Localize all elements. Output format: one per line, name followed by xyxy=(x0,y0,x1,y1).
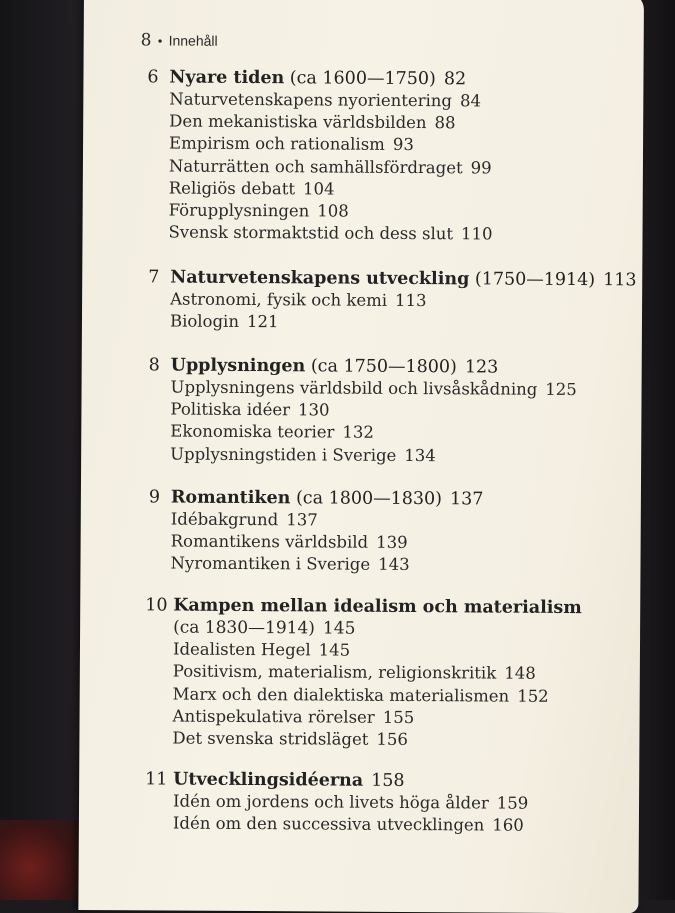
section-page: 152 xyxy=(517,686,549,706)
section-entry[interactable] xyxy=(144,705,581,730)
chapter-heading[interactable] xyxy=(148,266,636,291)
section-title: Idébakgrund xyxy=(170,509,279,530)
section-title: Den mekanistiska världsbilden xyxy=(169,111,427,133)
header-separator: • xyxy=(156,34,164,49)
chapter-8 xyxy=(148,354,577,467)
section-entry[interactable] xyxy=(149,508,484,532)
chapter-page: 82 xyxy=(443,69,467,90)
section-title: Religiös debatt xyxy=(168,178,296,199)
chapter-11 xyxy=(145,768,529,837)
section-page: 99 xyxy=(470,157,492,178)
section-entry[interactable] xyxy=(145,790,528,815)
section-page: 84 xyxy=(459,91,482,111)
section-title: Förupplysningen xyxy=(168,200,310,221)
section-entry[interactable] xyxy=(144,727,581,752)
section-entry[interactable] xyxy=(147,155,493,179)
section-page: 88 xyxy=(434,113,456,133)
chapter-title: Naturvetenskapens utveckling xyxy=(170,267,470,290)
chapter-10 xyxy=(144,594,582,752)
section-title: Idén om den successiva utvecklingen xyxy=(172,813,485,835)
section-title: Ekonomiska teorier xyxy=(170,421,335,442)
section-entry[interactable] xyxy=(148,288,636,313)
section-entry[interactable] xyxy=(147,133,493,157)
chapter-period: (ca 1750—1800) xyxy=(310,356,457,378)
section-page: 143 xyxy=(378,555,410,575)
chapter-6 xyxy=(146,66,493,245)
chapter-9 xyxy=(148,486,483,577)
section-page: 134 xyxy=(404,445,436,465)
section-title: Nyromantiken i Sverige xyxy=(170,553,371,575)
section-page: 148 xyxy=(504,663,536,684)
chapter-page: 123 xyxy=(464,357,499,378)
section-title: Det svenska stridsläget xyxy=(172,728,369,749)
section-page: 121 xyxy=(246,312,279,332)
section-title: Naturrätten och samhällsfördraget xyxy=(168,156,463,177)
section-page: 137 xyxy=(286,510,318,530)
section-title: Idén om jordens och livets höga ålder xyxy=(172,791,489,813)
section-page: 139 xyxy=(376,532,408,553)
chapter-period: (ca 1830—1914) xyxy=(173,617,316,639)
section-page: 108 xyxy=(317,201,349,221)
chapter-number: 11 xyxy=(145,769,168,790)
chapter-period: (ca 1600—1750) xyxy=(289,68,436,90)
chapter-page: 158 xyxy=(371,770,405,791)
section-entry[interactable] xyxy=(148,421,576,446)
header-title: Innehåll xyxy=(168,32,218,49)
chapter-page: 113 xyxy=(603,270,637,291)
page-number: 8 xyxy=(140,30,152,51)
section-entry[interactable] xyxy=(145,813,528,838)
chapter-number: 6 xyxy=(147,67,159,88)
section-page: 160 xyxy=(492,815,524,835)
chapter-title: Upplysningen xyxy=(170,355,306,377)
section-entry[interactable] xyxy=(147,199,493,223)
section-entry[interactable] xyxy=(146,222,492,246)
section-entry[interactable] xyxy=(148,553,483,577)
chapter-page: 137 xyxy=(449,489,484,510)
section-page: 156 xyxy=(376,729,408,749)
section-entry[interactable] xyxy=(149,376,577,401)
section-entry[interactable] xyxy=(147,177,493,201)
chapter-title: Utvecklingsidéerna xyxy=(173,769,364,791)
chapter-heading[interactable] xyxy=(145,768,528,792)
section-title: Politiska idéer xyxy=(170,399,291,420)
section-page: 113 xyxy=(395,290,427,311)
book-page xyxy=(78,0,644,913)
chapter-number: 8 xyxy=(148,355,160,376)
section-page: 93 xyxy=(392,135,414,155)
section-title: Upplysningstiden i Sverige xyxy=(170,444,397,465)
chapter-title: Romantiken xyxy=(170,487,291,509)
section-entry[interactable] xyxy=(148,399,576,424)
section-page: 110 xyxy=(460,224,493,244)
section-page: 104 xyxy=(302,179,335,199)
section-title: Romantikens världsbild xyxy=(170,531,369,552)
chapter-heading[interactable] xyxy=(149,486,484,510)
chapter-period: (ca 1800—1830) xyxy=(295,488,443,510)
section-title: Svensk stormaktstid och dess slut xyxy=(168,222,454,244)
chapter-number: 7 xyxy=(148,267,160,288)
section-page: 145 xyxy=(318,640,351,660)
section-title: Empirism och rationalism xyxy=(169,133,385,155)
chapter-heading[interactable] xyxy=(145,594,582,619)
section-page: 155 xyxy=(382,707,415,727)
section-page: 159 xyxy=(496,793,529,813)
section-page: 130 xyxy=(298,400,330,420)
chapter-period-line xyxy=(145,616,582,641)
section-entry[interactable] xyxy=(145,661,582,686)
section-entry[interactable] xyxy=(147,88,493,112)
section-title: Naturvetenskapens nyorientering xyxy=(169,89,453,111)
chapter-title: Kampen mellan idealism och materialism xyxy=(173,595,582,619)
chapter-heading[interactable] xyxy=(149,354,577,379)
chapter-page: 145 xyxy=(322,618,356,639)
section-entry[interactable] xyxy=(147,111,493,135)
section-entry[interactable] xyxy=(145,683,582,708)
section-entry[interactable] xyxy=(149,531,484,555)
chapter-period: (1750—1914) xyxy=(474,269,596,291)
section-entry[interactable] xyxy=(145,639,582,664)
section-title: Antispekulativa rörelser xyxy=(172,706,375,727)
chapter-7 xyxy=(148,266,637,335)
chapter-title: Nyare tiden xyxy=(169,67,285,89)
section-page: 132 xyxy=(342,422,375,443)
running-header xyxy=(141,30,218,50)
section-page: 125 xyxy=(545,379,577,400)
section-title: Marx och den dialektiska materialismen xyxy=(172,684,510,706)
section-entry[interactable] xyxy=(148,443,576,468)
chapter-heading[interactable] xyxy=(147,66,493,90)
chapter-number: 10 xyxy=(145,595,168,616)
section-entry[interactable] xyxy=(148,311,636,336)
section-title: Upplysningens världsbild och livsåskådning xyxy=(170,377,538,399)
chapter-number: 9 xyxy=(148,487,161,508)
section-title: Idealisten Hegel xyxy=(172,639,311,660)
section-title: Biologin xyxy=(169,311,240,332)
section-title: Positivism, materialism, religionskritik xyxy=(172,661,497,683)
section-title: Astronomi, fysik och kemi xyxy=(170,289,388,310)
